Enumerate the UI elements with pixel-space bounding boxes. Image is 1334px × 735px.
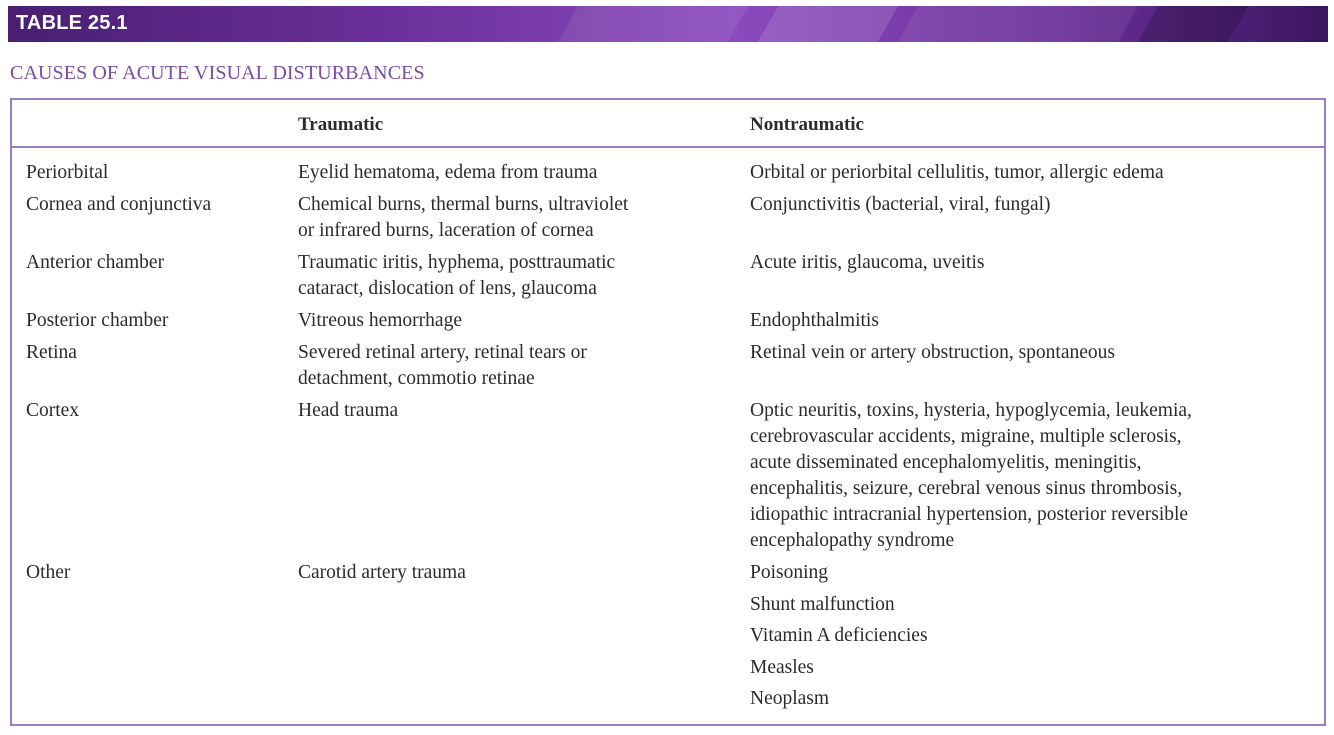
- cell-line: detachment, commotio retinae: [298, 368, 535, 389]
- cell-line: encephalitis, seizure, cerebral venous sinus thrombosis,: [750, 478, 1183, 499]
- row-site-cell: Retina: [26, 342, 77, 363]
- table-number-label: TABLE 25.1: [16, 12, 128, 34]
- traumatic-cell: [298, 398, 760, 424]
- table-number-banner: [8, 6, 1328, 42]
- table-header-row: [12, 114, 1324, 142]
- nontraumatic-cell: [750, 192, 1334, 218]
- row-site-cell: Other: [26, 562, 71, 583]
- row-site-cell: Anterior chamber: [26, 252, 165, 273]
- causes-table: [10, 98, 1326, 726]
- cell-line: Optic neuritis, toxins, hysteria, hypoglycemia, leukemia,: [750, 400, 1192, 421]
- cell-line: idiopathic intracranial hypertension, posterior reversible: [750, 504, 1189, 525]
- cell-line: acute disseminated encephalomyelitis, meningitis,: [750, 452, 1142, 473]
- row-site-cell: Posterior chamber: [26, 310, 169, 331]
- traumatic-cell: [298, 250, 760, 302]
- traumatic-cell: [298, 560, 760, 586]
- cell-line: Carotid artery trauma: [298, 562, 466, 583]
- nontraumatic-cell: [750, 340, 1334, 366]
- banner-decoration: [898, 6, 1139, 42]
- cell-line: cerebrovascular accidents, migraine, multiple sclerosis,: [750, 426, 1182, 447]
- list-item: Shunt malfunction: [750, 593, 895, 615]
- cell-line: cataract, dislocation of lens, glaucoma: [298, 278, 597, 299]
- cell-line: or infrared burns, laceration of cornea: [298, 220, 594, 241]
- list-item: Poisoning: [750, 562, 829, 583]
- banner-decoration: [558, 6, 749, 42]
- cell-line: Retinal vein or artery obstruction, spontaneous: [750, 342, 1115, 363]
- banner-decoration: [758, 6, 899, 42]
- row-site-cell: Cortex: [26, 400, 80, 421]
- cell-line: Orbital or periorbital cellulitis, tumor, allergic edema: [750, 162, 1164, 183]
- list-item: Neoplasm: [750, 688, 830, 709]
- cell-line: Vitreous hemorrhage: [298, 310, 462, 331]
- traumatic-cell: [298, 340, 760, 392]
- traumatic-cell: [298, 308, 760, 334]
- cell-line: Severed retinal artery, retinal tears or: [298, 342, 587, 363]
- list-item: Measles: [750, 656, 814, 678]
- header-divider: [12, 146, 1324, 148]
- column-header-traumatic: Traumatic: [298, 114, 384, 135]
- table-caption: CAUSES OF ACUTE VISUAL DISTURBANCES: [10, 62, 425, 84]
- cell-line: encephalopathy syndrome: [750, 530, 955, 551]
- nontraumatic-list-cell: [750, 557, 1320, 715]
- cell-line: Acute iritis, glaucoma, uveitis: [750, 252, 985, 273]
- cell-line: Eyelid hematoma, edema from trauma: [298, 162, 598, 183]
- column-header-nontraumatic: Nontraumatic: [750, 114, 864, 135]
- row-site-cell: Periorbital: [26, 162, 109, 183]
- nontraumatic-cell: [750, 160, 1334, 186]
- traumatic-cell: [298, 160, 760, 186]
- row-site-cell: Cornea and conjunctiva: [26, 194, 212, 215]
- nontraumatic-cell: [750, 398, 1334, 554]
- banner-decoration: [1138, 6, 1249, 42]
- cell-line: Endophthalmitis: [750, 310, 879, 331]
- nontraumatic-cell: [750, 308, 1334, 334]
- traumatic-cell: [298, 192, 760, 244]
- cell-line: Chemical burns, thermal burns, ultraviolet: [298, 194, 629, 215]
- nontraumatic-cell: [750, 250, 1334, 276]
- cell-line: Conjunctivitis (bacterial, viral, fungal): [750, 194, 1051, 215]
- cell-line: Head trauma: [298, 400, 399, 421]
- list-item: Vitamin A deficiencies: [750, 625, 928, 646]
- cell-line: Traumatic iritis, hyphema, posttraumatic: [298, 252, 616, 273]
